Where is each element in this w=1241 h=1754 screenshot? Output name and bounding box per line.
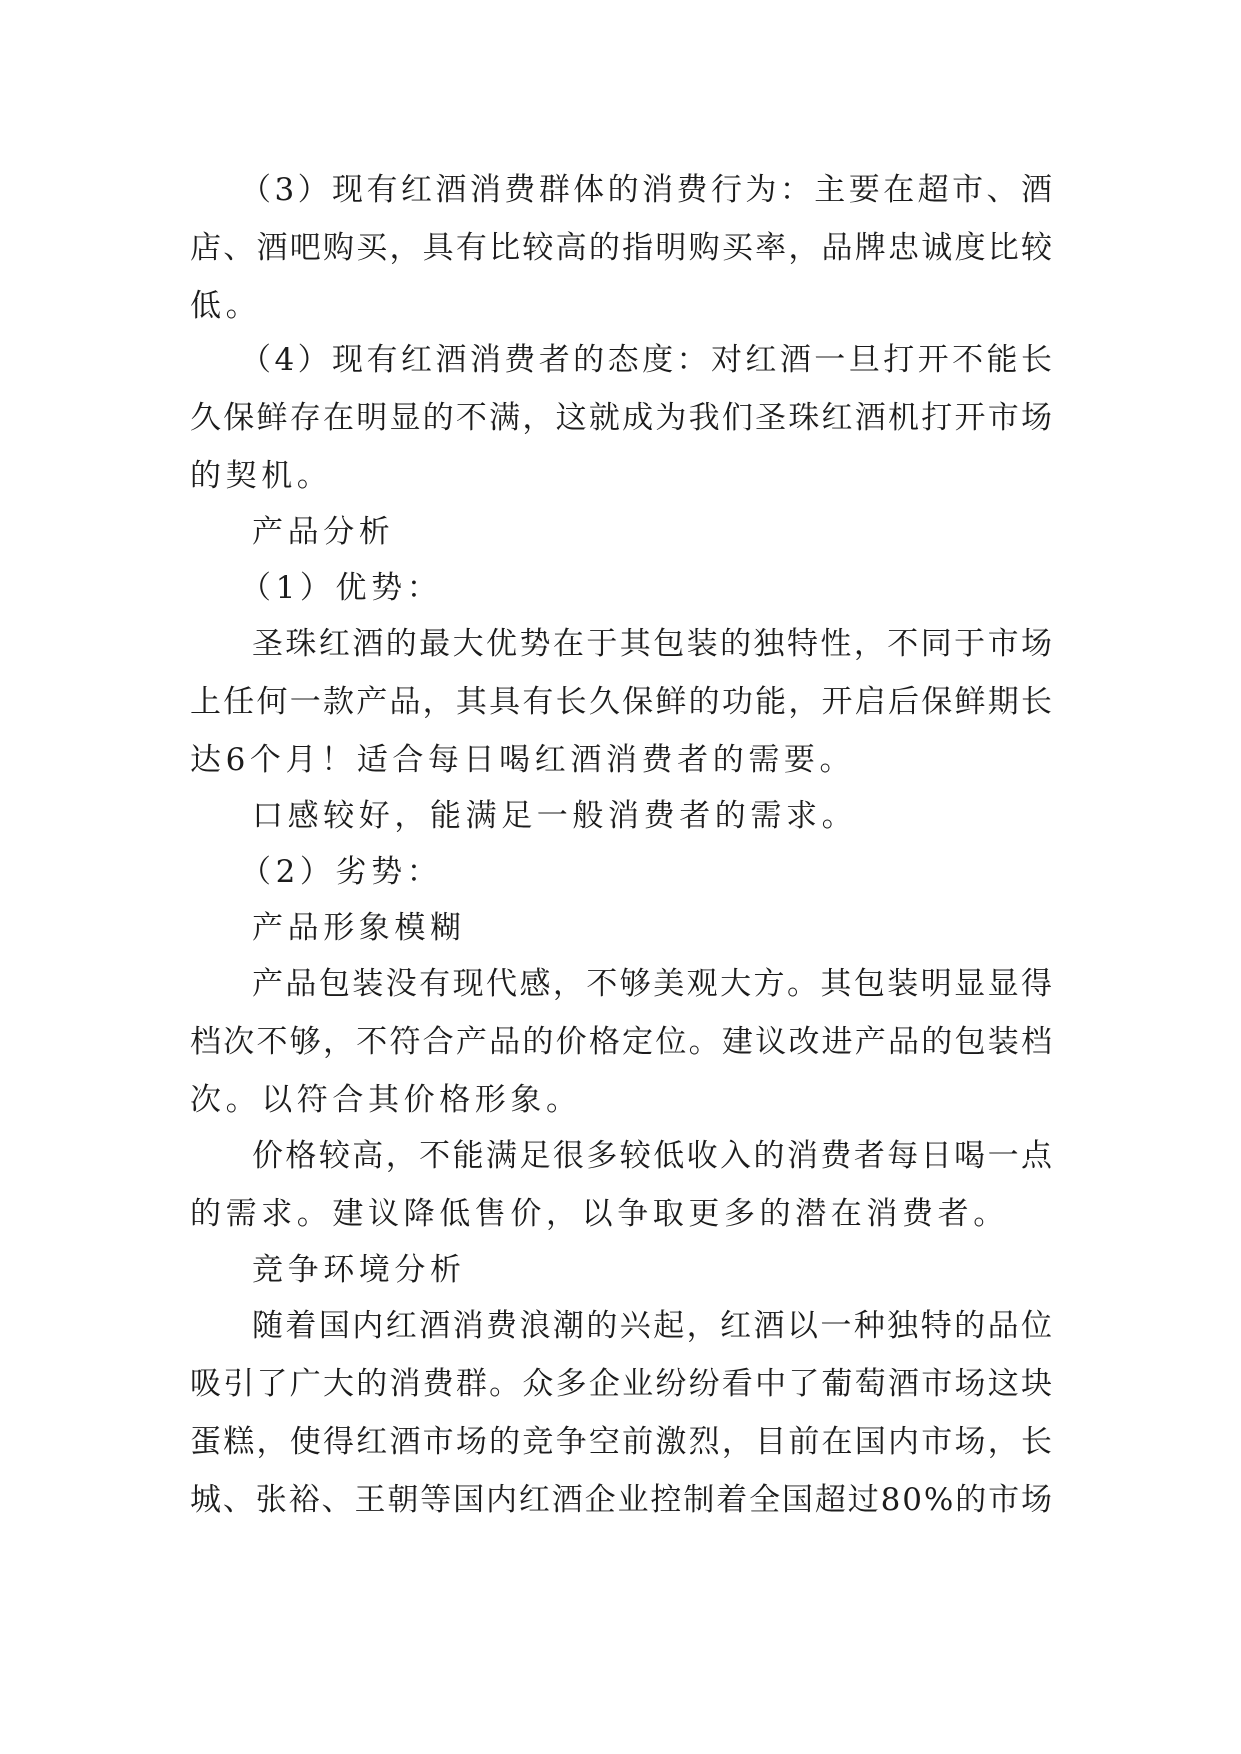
p-competition-line-2: 吸引了广大的消费群。众多企业纷纷看中了葡萄酒市场这块 bbox=[190, 1366, 1055, 1402]
p4-attitude-line-2: 久保鲜存在明显的不满，这就成为我们圣珠红酒机打开市场 bbox=[190, 400, 1055, 436]
p-advantage-2-line-1: 口感较好，能满足一般消费者的需求。 bbox=[252, 798, 858, 834]
p-price-line-2: 的需求。建议降低售价，以争取更多的潜在消费者。 bbox=[190, 1196, 1009, 1232]
p4-attitude-line-3: 的契机。 bbox=[190, 458, 333, 494]
h-competition-line-1: 竞争环境分析 bbox=[252, 1252, 466, 1288]
p-competition-line-1: 随着国内红酒消费浪潮的兴起，红酒以一种独特的品位 bbox=[252, 1308, 1055, 1344]
p-advantage-1-line-3: 达6个月！适合每日喝红酒消费者的需要。 bbox=[190, 742, 856, 778]
h-advantage-line-1: （1）优势： bbox=[240, 570, 443, 606]
p-packaging-line-1: 产品包装没有现代感，不够美观大方。其包装明显显得 bbox=[252, 966, 1055, 1002]
h-disadvantage-line-1: （2）劣势： bbox=[240, 854, 443, 890]
p3-behavior-line-2: 店、酒吧购买，具有比较高的指明购买率，品牌忠诚度比较 bbox=[190, 230, 1055, 266]
p-competition-line-4: 城、张裕、王朝等国内红酒企业控制着全国超过80%的市场 bbox=[190, 1482, 1054, 1518]
p-advantage-1-line-1: 圣珠红酒的最大优势在于其包装的独特性，不同于市场 bbox=[252, 626, 1055, 662]
p-price-line-1: 价格较高，不能满足很多较低收入的消费者每日喝一点 bbox=[252, 1138, 1055, 1174]
p-packaging-line-2: 档次不够，不符合产品的价格定位。建议改进产品的包装档 bbox=[190, 1024, 1055, 1060]
h-product-analysis-line-1: 产品分析 bbox=[252, 514, 395, 550]
p-competition-line-3: 蛋糕，使得红酒市场的竞争空前激烈，目前在国内市场，长 bbox=[190, 1424, 1055, 1460]
p4-attitude-line-1: （4）现有红酒消费者的态度：对红酒一旦打开不能长 bbox=[240, 342, 1056, 378]
p3-behavior-line-3: 低。 bbox=[190, 288, 262, 324]
p3-behavior-line-1: （3）现有红酒消费群体的消费行为：主要在超市、酒 bbox=[240, 172, 1056, 208]
p-packaging-line-3: 次。以符合其价格形象。 bbox=[190, 1082, 582, 1118]
h-image-blur-line-1: 产品形象模糊 bbox=[252, 910, 466, 946]
p-advantage-1-line-2: 上任何一款产品，其具有长久保鲜的功能，开启后保鲜期长 bbox=[190, 684, 1055, 720]
